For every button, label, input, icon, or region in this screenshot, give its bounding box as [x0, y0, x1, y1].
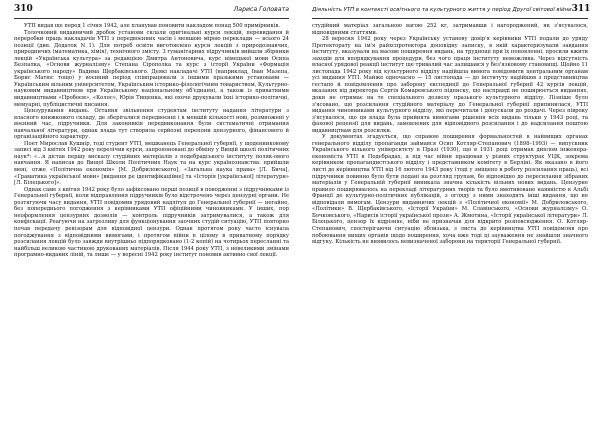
paragraph: Однак саме з квітня 1942 року було зафіксовано перші позиції в поводженні з підручниками із Генеральної губернії, коли відправлення підручників було відстрочено через цензурні органи. Не розтягуючи часу видання, УТП повідомив урядовий надлітуп до Генеральної губернії — негайно, без попереднього погодження з керівниками УТП офіційними чиновниками. У інших, пор неоформлення цензурних дозволів — контроль підручників затримувалися, а також для конфіскації. Реагуючи на загрозливу для функціонування заочних студій ситуацію, УТП повторно почав передачу ревізорам для відповідної цензури. Однак протягом року часто існувала погоджування з відповідними вимогами, і протягом війни в цілому в приватному порядку розсилання лекцій було завжди внутрішньо підпорядковано (1-2 копій) на чотирьох пересланні та найбільш великою частиною друкованих матеріалів. Після 1944 року УТП, з невеликими змінами програмно-виданих ліній, та лише — у вересні 1942 року інститут поновив активно свої лекції.: [14, 186, 289, 259]
paragraph: Поет Мирослав Кушнір, тоді студент УТП, мешканець Генеральної губернії, у щоденниковому записі від 3 квітня 1942 року перелічив курси, запропоновані до обміну у Вищій школі політичних наук*: «...я дістав першу вискалу студійних матеріалів з подебрадського інституту поляк-ового навчання. Я написав до Вищої Школи Політичних Наук та на курс українознавства: прийшли мені, отже «Політична економія» [М. Добриловського], «Загальна наука права» [Л. Бича], «Граматика української мови» [видання ре ідентифікаційне] та «Історія [української] літератури» [Л. Білецького]».: [14, 140, 289, 187]
paragraph: Толочковий видавничий дробок установи склали оригінальні курси лекцій, перевидання й переробки праць накладачів УТП з передвоєнних часів і меншою мірою переклади — всього 24 позиції (див. Додаток N 1). Для потреб освіти виготовлено курси лекцій з природознавчих, природничих (математика, хімія), технічного змісту. З гуманітарних підручників вийшли збірники лекцій «Українська культура» за редакцією Дмитра Антоновича, курс німецької мови Осипа Безпалка, «Основи журналізму» Степана Сірополка та курс з історії України «Формація українського народу» Вадима Щербаківського. Деякі накладачі УТП (наприклад, Іван Мазепа, Борис Матюс тощо) у воєнний період співпрацювали з іншими празькими установами — Українським вільним університетом, Українським історико-філологічним товариством, Культурно-науковим видавництвом при Українському національному об'єднанні, а також із приватними видавництвами «Пробоєм», «Колос», Юрія Тищенка, які охоче друкували їхні історико-політичні, мемуарні, публіцистичні писання.: [14, 29, 289, 108]
paragraph: 28 вересня 1942 року через Українську установу довір'я керівники УТП подали до уряду Протекторату на ім'я райхспротектора доповідну записку, в якій характеризували завдання інституту, вказували на масове поширення видань, на труднощі при їх поновленні, просили вжити заходів для впорядкування процедури, без чого праця інституту неможлива. Через відсутність власної урядової реакції інститут ще тривалий час залишався у без'язковому становищі. Щойно 11 листопада 1942 року від культурного відділу надійшла вимога повідомити центральним органам усі видання УТП. Майже одночасно — 15 листопада — до інституту надійшов з представництва гестапо й повідомлення про заборону експедиції до Генеральної губернії 42 курсів лекцій, вказаних від директора Сергія Комаревського підписку, що насправді не поширюється виданнях, доки не отримає на те спеціального дозволу празького культурного відділу. Пізніше було з'ясовано, що розсилання студійного матеріалу до Генеральної губернії припинилася, УТП видання чиновниками культурного відділу, які перечитали і допускали до роздачі. Через півроку з'ясувалося, що ця влада була прийнята вимогами рішення всіх видань тільки у 1943 році, та фахової рецензії для видань, замовлених для відповідного розсилання і до надсилання поштою видавництвам для розсилки.: [312, 36, 588, 134]
left-page-header: [14, 4, 289, 19]
page-number: 310: [14, 4, 33, 14]
right-page-body: [312, 23, 588, 246]
right-page: [300, 0, 600, 428]
left-page-body: [14, 23, 289, 259]
page-number: 311: [571, 4, 591, 14]
right-page-header: [312, 4, 591, 19]
paragraph: Цензурування видань. Остання звільнення студентам інституту надання літератури з власного книжкового складу, де зберігалися передвоєнні і в меншій кількості нові, розмножені у воєнний час, підручники. Для законників передвиконання були систематичні отримання навчальної літератури, однак влада тут створила серйозні перепони цензурного, фінансового й організаційного характеру.: [14, 108, 289, 141]
running-title: Діяльність УТП в контексті освітнього та культурного життя у період Другої світової війни: [312, 7, 572, 13]
paragraph: У документах згадується, що справою поширення формальностей в найвищих органах генерального відділу пропаганди займався Осип Котляр-Степанович (1898–1993) — випускник Українського вільного університету в Празі (1930), що в 1931 році отримав диплом інженера-економіста УТП в Подєбрадах, а під час війни працював у різних структурах УЦК, зокрема керівником пропагандистського відділу і представником комітету в Берліні. Як вказано в його листі до керівництва УТП від 16 лютого 1943 року (тоді у зміщено в роботу розсилання праць), всі підручники повинно було бути подані на розгляд групам, бо відповідно до пересилання зібраних матеріалів у Генеральній губернії виникала значна кількість вільних нових видань. Цензурне правило поширювалось на перекладі літературних творів та було вмотивоване наявністю в Альбі Франції до культурно-політичних публікацій, з огляду з ними знаходять інші видання, що не відповідали вимогам. Цензури видавничих лекцій з «Політичної економії» М. Добриловського, «Політики» В. Щербаківського, «Історії України» М. Славінського, «Основи журналізму» О. Бочковського, «Нарисів історії української прози» А. Жмотина, «Історії української літератури» Л. Білецького, цензор їх відрізняє, ніби не призначав для відкрито розповсюдження. О. Котляр-Степанович, спостерігаючи ситуацію зблизька, з листа до керівництва УТП повідомляв про побоювання вищих органів щодо поширення, хоча вже тоді ці зауваження не знайшли значного відгуку. Кількість не виявилось невизначеної заборони на території Генеральної губернії.: [312, 134, 588, 246]
running-author: Лариса Головата: [233, 6, 289, 13]
paragraph: студійний матеріал загальною вагою 252 кг, затримавши і нагороджений, як з'ясувалося, відповідними статтями.: [312, 23, 588, 36]
paragraph: УТП видав ще перед 1 січня 1942, але планував поновити накладом понад 500 примірників.: [24, 23, 280, 29]
